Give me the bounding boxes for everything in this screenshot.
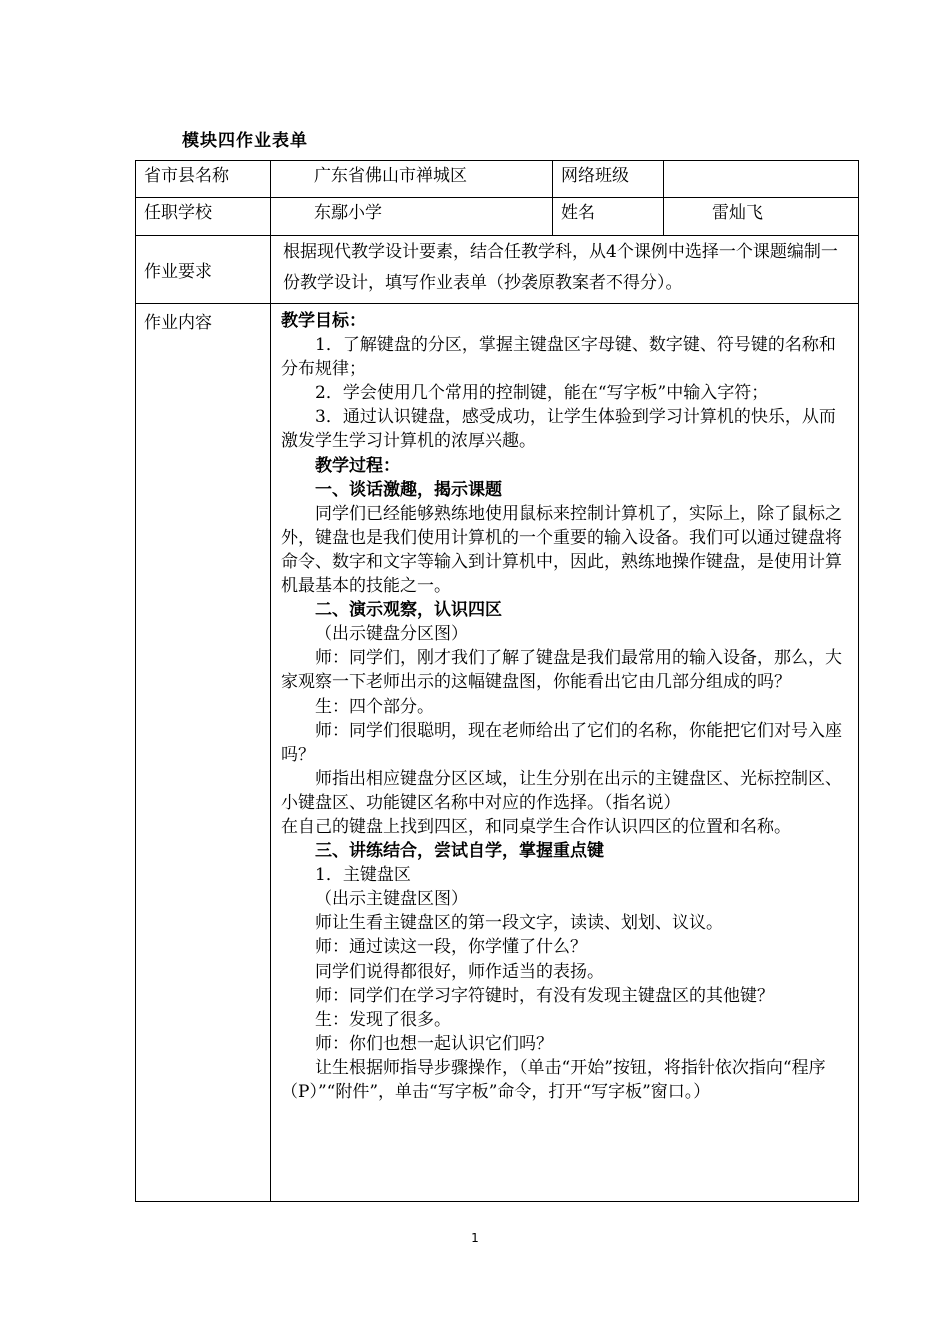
table-row <box>136 198 859 236</box>
content-paragraph: 师：同学们在学习字符键时，有没有发现主键盘区的其他键？ <box>315 985 774 1006</box>
content-body <box>271 304 859 1202</box>
content-paragraph: 1．了解键盘的分区，掌握主键盘区字母键、数字键、符号键的名称和分布规律； <box>281 335 836 380</box>
name-value: 雷灿飞 <box>664 198 859 236</box>
content-paragraph: 师：同学们，刚才我们了解了键盘是我们最常用的输入设备，那么，大家观察一下老师出示的这幅键盘图，你能看出它由几部分组成的吗？ <box>281 648 842 693</box>
region-value: 广东省佛山市禅城区 <box>271 161 553 198</box>
requirement-value: 根据现代教学设计要素，结合任教学科，从4个课例中选择一个课题编制一份教学设计，填写作业表单（抄袭原教案者不得分）。 <box>271 236 859 304</box>
content-paragraph: 同学们已经能够熟练地使用鼠标来控制计算机了，实际上，除了鼠标之外，键盘也是我们使用计算机的一个重要的输入设备。我们可以通过键盘将命令、数字和文字等输入到计算机中，因此，熟练地操作键盘，是使用计算机最基本的技能之一。 <box>281 503 842 597</box>
content-paragraph: 生：发现了很多。 <box>315 1009 451 1030</box>
content-paragraphs <box>281 309 852 1104</box>
table-row <box>136 236 859 304</box>
class-label: 网络班级 <box>553 161 664 198</box>
content-paragraph: 生：四个部分。 <box>315 696 434 717</box>
content-paragraph: 二、演示观察，认识四区 <box>315 600 502 621</box>
content-paragraph: （出示键盘分区图） <box>315 624 468 645</box>
form-title: 模块四作业表单 <box>182 131 308 151</box>
content-paragraph: 2．学会使用几个常用的控制键，能在“写字板”中输入字符； <box>315 383 769 404</box>
content-paragraph: 让生根据师指导步骤操作，（单击“开始”按钮，将指针依次指向“程序（P）”“附件”，单击“写字板”命令，打开“写字板”窗口。） <box>281 1057 826 1102</box>
content-paragraph: 师让生看主键盘区的第一段文字，读读、划划、议议。 <box>315 913 723 934</box>
content-paragraph: 师：同学们很聪明，现在老师给出了它们的名称，你能把它们对号入座吗？ <box>281 720 842 765</box>
content-paragraph: 1．主键盘区 <box>315 865 411 886</box>
content-label: 作业内容 <box>136 304 271 1202</box>
content-paragraph: 同学们说得都很好，师作适当的表扬。 <box>315 961 604 982</box>
content-paragraph: 3．通过认识键盘，感受成功，让学生体验到学习计算机的快乐，从而激发学生学习计算机的浓厚兴趣。 <box>281 407 836 452</box>
class-value <box>664 161 859 198</box>
content-paragraph: 教学过程： <box>315 455 400 476</box>
region-label: 省市县名称 <box>136 161 271 198</box>
table-row <box>136 304 859 1202</box>
requirement-label: 作业要求 <box>136 236 271 304</box>
content-paragraph: （出示主键盘区图） <box>315 889 468 910</box>
content-paragraph: 在自己的键盘上找到四区，和同桌学生合作认识四区的位置和名称。 <box>281 816 791 837</box>
table-row <box>136 161 859 198</box>
homework-form-table <box>135 160 859 1202</box>
content-paragraph: 师指出相应键盘分区区域，让生分别在出示的主键盘区、光标控制区、小键盘区、功能键区名称中对应的作选择。（指名说） <box>281 768 842 813</box>
content-paragraph: 一、谈话激趣，揭示课题 <box>315 479 502 500</box>
school-value: 东鄢小学 <box>271 198 553 236</box>
content-paragraph: 师：通过读这一段，你学懂了什么？ <box>315 937 587 958</box>
school-label: 任职学校 <box>136 198 271 236</box>
content-paragraph: 三、讲练结合，尝试自学，掌握重点键 <box>315 841 604 862</box>
page-number: 1 <box>471 1231 479 1245</box>
content-paragraph: 教学目标： <box>281 311 366 331</box>
content-paragraph: 师：你们也想一起认识它们吗？ <box>315 1033 553 1054</box>
name-label: 姓名 <box>553 198 664 236</box>
